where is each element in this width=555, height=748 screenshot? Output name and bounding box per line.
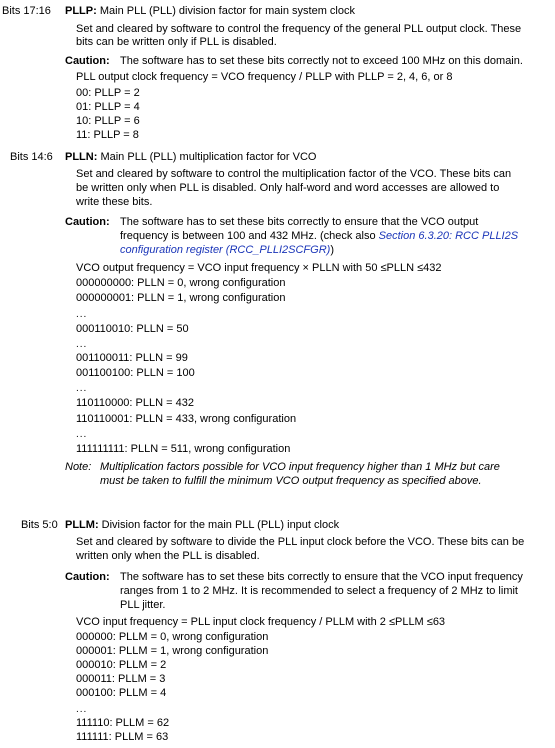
plln-caution-label: Caution: — [65, 216, 110, 228]
pllm-value: 000010: PLLM = 2 — [76, 659, 167, 671]
plln-value: 110110000: PLLN = 432 — [76, 397, 194, 409]
plln-ellipsis: ... — [76, 339, 88, 350]
plln-desc-line: write these bits. — [76, 196, 153, 208]
pllp-field-title — [65, 4, 355, 18]
pllm-field-description-title: Division factor for the main PLL (PLL) input clock — [101, 519, 340, 531]
pllm-formula: VCO input frequency = PLL input clock frequency / PLLM with 2 ≤PLLM ≤63 — [76, 616, 446, 628]
pllm-value: 000000: PLLM = 0, wrong configuration — [76, 631, 269, 643]
pllm-caution-text: ranges from 1 to 2 MHz. It is recommended to select a frequency of 2 MHz to limit — [120, 585, 518, 597]
plln-desc-line: be written only when PLL is disabled. Only half-word and word accesses are allowed to — [76, 182, 500, 194]
plln-caution-text — [120, 243, 334, 257]
plln-value: 001100100: PLLN = 100 — [76, 367, 195, 379]
pllm-desc-line: written only when the PLL is disabled. — [76, 550, 260, 562]
pllm-desc-line: Set and cleared by software to divide the PLL input clock before the VCO. These bits can be — [76, 536, 525, 548]
plln-value: 111111111: PLLN = 511, wrong configuration — [76, 443, 291, 455]
section-link[interactable]: Section 6.3.20: RCC PLLI2S — [378, 230, 519, 242]
plln-ellipsis: ... — [76, 429, 88, 440]
pllm-bits-label: Bits 5:0 — [21, 519, 58, 531]
plln-ellipsis: ... — [76, 383, 88, 394]
pllp-value: 00: PLLP = 2 — [76, 87, 140, 99]
pllm-caution-label: Caution: — [65, 571, 110, 583]
plln-value: 000000000: PLLN = 0, wrong configuration — [76, 277, 286, 289]
plln-value: 001100011: PLLN = 99 — [76, 352, 188, 364]
plln-value: 000000001: PLLN = 1, wrong configuration — [76, 292, 286, 304]
pllm-value: 111111: PLLM = 63 — [76, 731, 169, 743]
pllp-value: 01: PLLP = 4 — [76, 101, 140, 113]
pllp-caution-label: Caution: — [65, 55, 110, 67]
plln-field-description-title: Main PLL (PLL) multiplication factor for VCO — [100, 151, 317, 163]
plln-ellipsis: ... — [76, 309, 88, 320]
plln-value: 000110010: PLLN = 50 — [76, 323, 189, 335]
pllm-field-title — [65, 518, 339, 532]
pllp-field-description-title: Main PLL (PLL) division factor for main system clock — [99, 5, 355, 17]
pllm-field-name: PLLM: — [65, 519, 99, 531]
pllp-caution-text: The software has to set these bits correctly not to exceed 100 MHz on this domain. — [120, 55, 523, 67]
pllp-desc-line: bits can be written only if PLL is disabled. — [76, 36, 277, 48]
plln-note-text: Multiplication factors possible for VCO input frequency higher than 1 MHz but care — [100, 461, 500, 473]
plln-note-label: Note: — [65, 461, 92, 473]
pllp-value: 10: PLLP = 6 — [76, 115, 140, 127]
pllm-caution-text: PLL jitter. — [120, 599, 166, 611]
plln-value: 110110001: PLLN = 433, wrong configuration — [76, 413, 297, 425]
plln-caution-text: The software has to set these bits correctly to ensure that the VCO output — [120, 216, 479, 228]
plln-formula: VCO output frequency = VCO input frequency × PLLN with 50 ≤PLLN ≤432 — [76, 262, 442, 274]
pllm-caution-text: The software has to set these bits correctly to ensure that the VCO input frequency — [120, 571, 523, 583]
pllm-value: 000001: PLLM = 1, wrong configuration — [76, 645, 269, 657]
pllm-value: 111110: PLLM = 62 — [76, 717, 170, 729]
plln-bits-label: Bits 14:6 — [10, 151, 53, 163]
plln-field-title — [65, 150, 316, 164]
plln-caution-text-part: frequency is between 100 and 432 MHz. (check also — [120, 230, 379, 242]
pllm-value: 000100: PLLM = 4 — [76, 687, 167, 699]
pllp-value: 11: PLLP = 8 — [76, 129, 139, 141]
pllp-bits-label: Bits 17:16 — [2, 5, 51, 17]
plln-caution-text — [120, 229, 518, 243]
pllp-desc-line: Set and cleared by software to control the frequency of the general PLL output clock. These — [76, 23, 522, 35]
register-link[interactable]: configuration register (RCC_PLLI2SCFGR) — [120, 244, 331, 256]
plln-desc-line: Set and cleared by software to control the multiplication factor of the VCO. These bits can — [76, 168, 512, 180]
pllp-formula: PLL output clock frequency = VCO frequency / PLLP with PLLP = 2, 4, 6, or 8 — [76, 71, 453, 83]
plln-field-name: PLLN: — [65, 151, 98, 163]
plln-note-text: must be taken to fulfill the minimum VCO output frequency as specified above. — [100, 475, 482, 487]
pllm-ellipsis: ... — [76, 704, 88, 715]
pllm-value: 000011: PLLM = 3 — [76, 673, 166, 685]
pllp-field-name: PLLP: — [65, 5, 97, 17]
plln-caution-text-part: ) — [330, 244, 334, 256]
